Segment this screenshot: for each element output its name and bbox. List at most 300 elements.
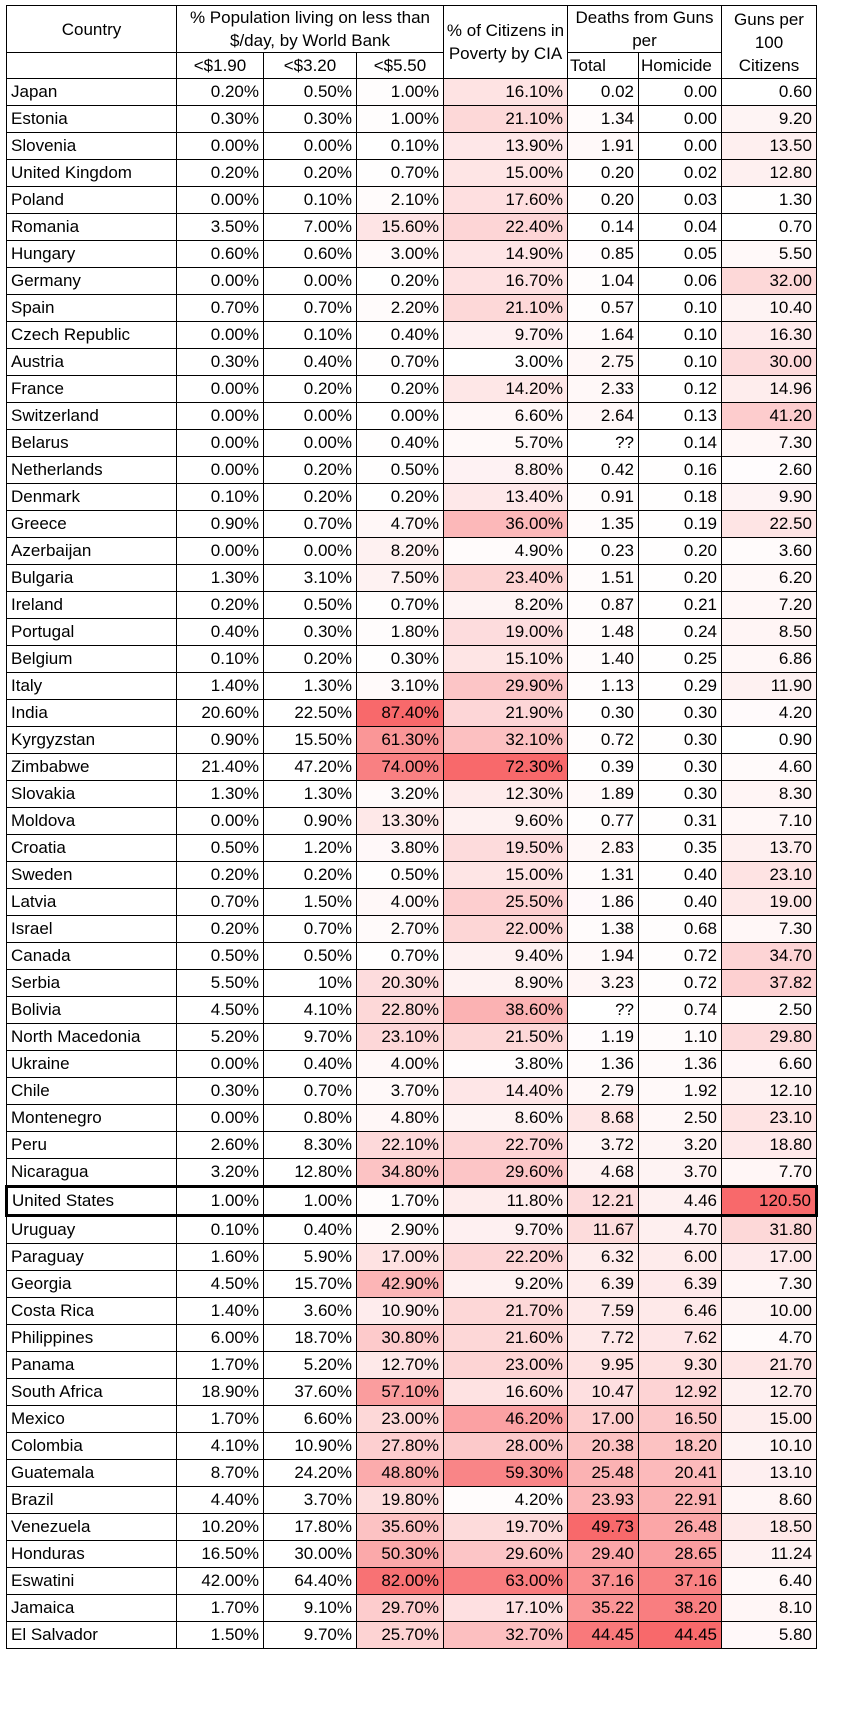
cell-deaths-total: 0.30 — [568, 700, 639, 727]
cell-guns-per-100: 30.00 — [722, 349, 817, 376]
table-row — [7, 268, 817, 295]
cell-wb-550: 1.80% — [357, 619, 444, 646]
cell-wb-190: 20.60% — [177, 700, 264, 727]
cell-cia-poverty: 46.20% — [444, 1406, 568, 1433]
cell-wb-550: 0.30% — [357, 646, 444, 673]
cell-wb-550: 0.70% — [357, 943, 444, 970]
cell-wb-320: 1.30% — [264, 673, 357, 700]
cell-country: Mexico — [7, 1406, 177, 1433]
table-row — [7, 1051, 817, 1078]
cell-wb-550: 8.20% — [357, 538, 444, 565]
cell-deaths-homicide: 0.13 — [639, 403, 722, 430]
cell-wb-190: 0.10% — [177, 646, 264, 673]
cell-cia-poverty: 17.10% — [444, 1595, 568, 1622]
cell-wb-550: 0.70% — [357, 160, 444, 187]
cell-cia-poverty: 9.70% — [444, 1216, 568, 1244]
table-row — [7, 1514, 817, 1541]
cell-cia-poverty: 3.00% — [444, 349, 568, 376]
cell-cia-poverty: 29.90% — [444, 673, 568, 700]
table-row — [7, 430, 817, 457]
cell-wb-320: 5.90% — [264, 1244, 357, 1271]
cell-wb-320: 8.30% — [264, 1132, 357, 1159]
cell-deaths-total: 1.19 — [568, 1024, 639, 1051]
cell-deaths-total: 1.40 — [568, 646, 639, 673]
table-row — [7, 1159, 817, 1187]
cell-guns-per-100: 31.80 — [722, 1216, 817, 1244]
cell-country: Philippines — [7, 1325, 177, 1352]
cell-country: Honduras — [7, 1541, 177, 1568]
cell-deaths-homicide: 0.68 — [639, 916, 722, 943]
table-row — [7, 160, 817, 187]
cell-wb-550: 27.80% — [357, 1433, 444, 1460]
cell-country: Netherlands — [7, 457, 177, 484]
cell-wb-190: 16.50% — [177, 1541, 264, 1568]
cell-country: Hungary — [7, 241, 177, 268]
cell-country: Bolivia — [7, 997, 177, 1024]
cell-wb-320: 6.60% — [264, 1406, 357, 1433]
cell-wb-320: 0.30% — [264, 106, 357, 133]
cell-wb-190: 0.50% — [177, 835, 264, 862]
cell-cia-poverty: 72.30% — [444, 754, 568, 781]
cell-wb-190: 0.20% — [177, 592, 264, 619]
cell-deaths-homicide: 0.30 — [639, 781, 722, 808]
cell-country: Estonia — [7, 106, 177, 133]
cell-deaths-homicide: 0.40 — [639, 862, 722, 889]
cell-wb-320: 0.50% — [264, 943, 357, 970]
cell-deaths-total: 0.14 — [568, 214, 639, 241]
cell-guns-per-100: 10.10 — [722, 1433, 817, 1460]
cell-country: Moldova — [7, 808, 177, 835]
table-row — [7, 727, 817, 754]
cell-guns-per-100: 29.80 — [722, 1024, 817, 1051]
cell-wb-190: 0.70% — [177, 295, 264, 322]
cell-deaths-homicide: 0.04 — [639, 214, 722, 241]
table-row — [7, 376, 817, 403]
cell-deaths-total: 3.72 — [568, 1132, 639, 1159]
cell-cia-poverty: 6.60% — [444, 403, 568, 430]
cell-country: Belgium — [7, 646, 177, 673]
subheader-deaths-total: Total — [568, 53, 639, 79]
cell-deaths-total: 9.95 — [568, 1352, 639, 1379]
cell-country: Kyrgyzstan — [7, 727, 177, 754]
cell-guns-per-100: 6.86 — [722, 646, 817, 673]
cell-country: Costa Rica — [7, 1298, 177, 1325]
cell-wb-190: 0.20% — [177, 916, 264, 943]
table-row — [7, 1433, 817, 1460]
cell-guns-per-100: 41.20 — [722, 403, 817, 430]
cell-guns-per-100: 5.80 — [722, 1622, 817, 1649]
cell-cia-poverty: 12.30% — [444, 781, 568, 808]
cell-guns-per-100: 7.10 — [722, 808, 817, 835]
table-row — [7, 349, 817, 376]
cell-guns-per-100: 4.60 — [722, 754, 817, 781]
cell-country: Uruguay — [7, 1216, 177, 1244]
cell-guns-per-100: 3.60 — [722, 538, 817, 565]
cell-wb-550: 4.00% — [357, 1051, 444, 1078]
cell-wb-320: 15.70% — [264, 1271, 357, 1298]
cell-wb-190: 42.00% — [177, 1568, 264, 1595]
cell-wb-550: 0.20% — [357, 376, 444, 403]
table-row — [7, 1568, 817, 1595]
cell-country: India — [7, 700, 177, 727]
cell-wb-190: 4.40% — [177, 1487, 264, 1514]
cell-country: Colombia — [7, 1433, 177, 1460]
cell-cia-poverty: 63.00% — [444, 1568, 568, 1595]
cell-deaths-homicide: 0.20 — [639, 565, 722, 592]
cell-cia-poverty: 19.50% — [444, 835, 568, 862]
cell-cia-poverty: 36.00% — [444, 511, 568, 538]
cell-cia-poverty: 29.60% — [444, 1541, 568, 1568]
cell-guns-per-100: 4.70 — [722, 1325, 817, 1352]
cell-wb-190: 4.50% — [177, 997, 264, 1024]
cell-wb-320: 0.70% — [264, 511, 357, 538]
cell-deaths-total: 2.75 — [568, 349, 639, 376]
cell-wb-190: 0.30% — [177, 349, 264, 376]
cell-wb-320: 0.70% — [264, 295, 357, 322]
cell-cia-poverty: 3.80% — [444, 1051, 568, 1078]
cell-guns-per-100: 19.00 — [722, 889, 817, 916]
cell-wb-190: 0.00% — [177, 403, 264, 430]
cell-deaths-homicide: 22.91 — [639, 1487, 722, 1514]
table-row — [7, 1541, 817, 1568]
cell-deaths-homicide: 12.92 — [639, 1379, 722, 1406]
cell-guns-per-100: 7.30 — [722, 916, 817, 943]
cell-wb-320: 4.10% — [264, 997, 357, 1024]
cell-wb-190: 0.10% — [177, 1216, 264, 1244]
cell-guns-per-100: 10.00 — [722, 1298, 817, 1325]
cell-wb-190: 8.70% — [177, 1460, 264, 1487]
header-deaths: Deaths from Guns per — [568, 6, 722, 53]
cell-cia-poverty: 13.40% — [444, 484, 568, 511]
cell-wb-550: 42.90% — [357, 1271, 444, 1298]
cell-wb-320: 0.20% — [264, 457, 357, 484]
cell-guns-per-100: 8.50 — [722, 619, 817, 646]
cell-wb-320: 10.90% — [264, 1433, 357, 1460]
cell-wb-320: 64.40% — [264, 1568, 357, 1595]
cell-wb-320: 24.20% — [264, 1460, 357, 1487]
table-row — [7, 1379, 817, 1406]
cell-cia-poverty: 13.90% — [444, 133, 568, 160]
header-guns: Guns per 100 Citizens — [722, 6, 817, 79]
cell-deaths-total: 49.73 — [568, 1514, 639, 1541]
cell-deaths-homicide: 28.65 — [639, 1541, 722, 1568]
cell-wb-550: 0.50% — [357, 862, 444, 889]
cell-deaths-total: 2.79 — [568, 1078, 639, 1105]
cell-guns-per-100: 34.70 — [722, 943, 817, 970]
cell-wb-320: 3.70% — [264, 1487, 357, 1514]
cell-cia-poverty: 8.60% — [444, 1105, 568, 1132]
cell-guns-per-100: 7.30 — [722, 1271, 817, 1298]
cell-country: Brazil — [7, 1487, 177, 1514]
cell-country: Japan — [7, 79, 177, 106]
cell-deaths-homicide: 0.72 — [639, 970, 722, 997]
cell-cia-poverty: 15.10% — [444, 646, 568, 673]
cell-wb-550: 0.50% — [357, 457, 444, 484]
header-cia: % of Citizens in Poverty by CIA — [444, 6, 568, 79]
cell-deaths-homicide: 3.70 — [639, 1159, 722, 1187]
cell-wb-190: 4.10% — [177, 1433, 264, 1460]
cell-wb-190: 0.20% — [177, 862, 264, 889]
cell-wb-320: 0.80% — [264, 1105, 357, 1132]
table-row — [7, 1244, 817, 1271]
table-row — [7, 862, 817, 889]
cell-wb-190: 1.40% — [177, 1298, 264, 1325]
cell-wb-190: 2.60% — [177, 1132, 264, 1159]
cell-deaths-homicide: 18.20 — [639, 1433, 722, 1460]
cell-cia-poverty: 22.20% — [444, 1244, 568, 1271]
cell-country: North Macedonia — [7, 1024, 177, 1051]
cell-deaths-homicide: 0.40 — [639, 889, 722, 916]
table-row — [7, 403, 817, 430]
cell-wb-550: 3.20% — [357, 781, 444, 808]
cell-country: Croatia — [7, 835, 177, 862]
cell-country: Romania — [7, 214, 177, 241]
cell-country: Georgia — [7, 1271, 177, 1298]
cell-guns-per-100: 6.60 — [722, 1051, 817, 1078]
cell-deaths-total: 1.31 — [568, 862, 639, 889]
cell-wb-320: 0.60% — [264, 241, 357, 268]
cell-country: Peru — [7, 1132, 177, 1159]
cell-wb-190: 0.50% — [177, 943, 264, 970]
cell-cia-poverty: 9.60% — [444, 808, 568, 835]
cell-wb-550: 2.20% — [357, 295, 444, 322]
table-row — [7, 1595, 817, 1622]
cell-deaths-homicide: 0.20 — [639, 538, 722, 565]
cell-deaths-homicide: 0.00 — [639, 133, 722, 160]
cell-guns-per-100: 9.20 — [722, 106, 817, 133]
cell-cia-poverty: 11.80% — [444, 1187, 568, 1216]
table-row — [7, 214, 817, 241]
cell-cia-poverty: 4.90% — [444, 538, 568, 565]
cell-wb-550: 15.60% — [357, 214, 444, 241]
cell-wb-190: 1.40% — [177, 673, 264, 700]
table-row — [7, 79, 817, 106]
cell-wb-190: 0.90% — [177, 727, 264, 754]
cell-wb-190: 0.00% — [177, 808, 264, 835]
cell-deaths-total: 1.38 — [568, 916, 639, 943]
cell-country: France — [7, 376, 177, 403]
cell-deaths-homicide: 0.30 — [639, 754, 722, 781]
cell-wb-320: 30.00% — [264, 1541, 357, 1568]
cell-wb-320: 0.20% — [264, 376, 357, 403]
cell-country: Canada — [7, 943, 177, 970]
cell-wb-550: 1.00% — [357, 79, 444, 106]
cell-guns-per-100: 1.30 — [722, 187, 817, 214]
cell-wb-320: 47.20% — [264, 754, 357, 781]
cell-deaths-total: 1.36 — [568, 1051, 639, 1078]
cell-guns-per-100: 10.40 — [722, 295, 817, 322]
cell-deaths-homicide: 0.00 — [639, 106, 722, 133]
cell-wb-320: 1.50% — [264, 889, 357, 916]
cell-country: Bulgaria — [7, 565, 177, 592]
cell-wb-550: 0.40% — [357, 322, 444, 349]
cell-guns-per-100: 7.30 — [722, 430, 817, 457]
cell-wb-190: 4.50% — [177, 1271, 264, 1298]
cell-wb-190: 0.00% — [177, 538, 264, 565]
cell-deaths-total: 6.39 — [568, 1271, 639, 1298]
cell-guns-per-100: 120.50 — [722, 1187, 817, 1216]
cell-guns-per-100: 7.20 — [722, 592, 817, 619]
table-row — [7, 619, 817, 646]
cell-wb-190: 0.30% — [177, 1078, 264, 1105]
header-country-spacer — [7, 53, 177, 79]
table-row — [7, 1024, 817, 1051]
cell-deaths-total: 0.23 — [568, 538, 639, 565]
cell-wb-320: 5.20% — [264, 1352, 357, 1379]
cell-deaths-total: 0.02 — [568, 79, 639, 106]
cell-cia-poverty: 21.50% — [444, 1024, 568, 1051]
cell-deaths-total: 0.72 — [568, 727, 639, 754]
cell-wb-190: 1.30% — [177, 565, 264, 592]
cell-deaths-homicide: 26.48 — [639, 1514, 722, 1541]
cell-wb-320: 0.00% — [264, 538, 357, 565]
cell-deaths-total: 0.20 — [568, 187, 639, 214]
cell-wb-550: 7.50% — [357, 565, 444, 592]
cell-guns-per-100: 12.70 — [722, 1379, 817, 1406]
cell-guns-per-100: 0.70 — [722, 214, 817, 241]
cell-deaths-total: 10.47 — [568, 1379, 639, 1406]
cell-cia-poverty: 22.40% — [444, 214, 568, 241]
table-body — [7, 79, 817, 1649]
table-row — [7, 1105, 817, 1132]
cell-cia-poverty: 22.70% — [444, 1132, 568, 1159]
cell-deaths-total: 0.57 — [568, 295, 639, 322]
cell-guns-per-100: 18.50 — [722, 1514, 817, 1541]
cell-cia-poverty: 21.70% — [444, 1298, 568, 1325]
cell-wb-320: 0.40% — [264, 1216, 357, 1244]
cell-deaths-total: 1.48 — [568, 619, 639, 646]
cell-guns-per-100: 8.60 — [722, 1487, 817, 1514]
cell-deaths-homicide: 38.20 — [639, 1595, 722, 1622]
cell-deaths-total: 3.23 — [568, 970, 639, 997]
cell-cia-poverty: 19.70% — [444, 1514, 568, 1541]
cell-guns-per-100: 5.50 — [722, 241, 817, 268]
cell-wb-320: 1.20% — [264, 835, 357, 862]
cell-deaths-total: 11.67 — [568, 1216, 639, 1244]
cell-country: Serbia — [7, 970, 177, 997]
cell-country: United Kingdom — [7, 160, 177, 187]
cell-wb-550: 1.70% — [357, 1187, 444, 1216]
cell-deaths-homicide: 0.00 — [639, 79, 722, 106]
cell-wb-190: 0.00% — [177, 430, 264, 457]
cell-wb-550: 4.00% — [357, 889, 444, 916]
cell-deaths-total: 0.87 — [568, 592, 639, 619]
cell-deaths-total: 6.32 — [568, 1244, 639, 1271]
table-row — [7, 1078, 817, 1105]
cell-guns-per-100: 32.00 — [722, 268, 817, 295]
cell-wb-550: 34.80% — [357, 1159, 444, 1187]
subheader-deaths-homicide: Homicide — [639, 53, 722, 79]
cell-wb-320: 3.60% — [264, 1298, 357, 1325]
cell-wb-320: 3.10% — [264, 565, 357, 592]
cell-wb-320: 9.70% — [264, 1024, 357, 1051]
cell-wb-320: 0.20% — [264, 484, 357, 511]
cell-wb-190: 0.40% — [177, 619, 264, 646]
cell-wb-190: 1.70% — [177, 1352, 264, 1379]
cell-cia-poverty: 59.30% — [444, 1460, 568, 1487]
cell-wb-320: 9.10% — [264, 1595, 357, 1622]
cell-wb-320: 0.00% — [264, 133, 357, 160]
table-row — [7, 1325, 817, 1352]
cell-cia-poverty: 19.00% — [444, 619, 568, 646]
cell-wb-190: 10.20% — [177, 1514, 264, 1541]
table-row — [7, 538, 817, 565]
cell-deaths-homicide: 0.72 — [639, 943, 722, 970]
cell-wb-320: 0.00% — [264, 268, 357, 295]
cell-deaths-homicide: 0.06 — [639, 268, 722, 295]
cell-wb-550: 2.10% — [357, 187, 444, 214]
cell-cia-poverty: 4.20% — [444, 1487, 568, 1514]
cell-deaths-total: 0.91 — [568, 484, 639, 511]
cell-deaths-total: 44.45 — [568, 1622, 639, 1649]
cell-wb-320: 0.90% — [264, 808, 357, 835]
cell-deaths-total: 8.68 — [568, 1105, 639, 1132]
cell-wb-550: 25.70% — [357, 1622, 444, 1649]
table-row — [7, 781, 817, 808]
cell-wb-320: 0.50% — [264, 79, 357, 106]
cell-wb-550: 0.00% — [357, 403, 444, 430]
cell-deaths-homicide: 4.70 — [639, 1216, 722, 1244]
cell-guns-per-100: 2.50 — [722, 997, 817, 1024]
cell-deaths-homicide: 37.16 — [639, 1568, 722, 1595]
cell-wb-320: 37.60% — [264, 1379, 357, 1406]
cell-country: Chile — [7, 1078, 177, 1105]
cell-wb-320: 18.70% — [264, 1325, 357, 1352]
cell-deaths-homicide: 16.50 — [639, 1406, 722, 1433]
cell-deaths-homicide: 0.18 — [639, 484, 722, 511]
table-row — [7, 484, 817, 511]
cell-wb-320: 1.30% — [264, 781, 357, 808]
cell-wb-190: 21.40% — [177, 754, 264, 781]
cell-country: Latvia — [7, 889, 177, 916]
cell-deaths-homicide: 0.16 — [639, 457, 722, 484]
subheader-wb-550: <$5.50 — [357, 53, 444, 79]
cell-deaths-total: 2.64 — [568, 403, 639, 430]
cell-wb-320: 0.50% — [264, 592, 357, 619]
cell-guns-per-100: 0.90 — [722, 727, 817, 754]
table-row — [7, 295, 817, 322]
cell-wb-550: 0.70% — [357, 592, 444, 619]
cell-deaths-homicide: 0.14 — [639, 430, 722, 457]
cell-deaths-homicide: 1.92 — [639, 1078, 722, 1105]
cell-country: Guatemala — [7, 1460, 177, 1487]
cell-wb-550: 0.70% — [357, 349, 444, 376]
cell-country: Denmark — [7, 484, 177, 511]
cell-country: Ireland — [7, 592, 177, 619]
cell-guns-per-100: 7.70 — [722, 1159, 817, 1187]
cell-country: Eswatini — [7, 1568, 177, 1595]
cell-wb-320: 0.10% — [264, 187, 357, 214]
cell-wb-320: 0.00% — [264, 403, 357, 430]
cell-wb-190: 0.60% — [177, 241, 264, 268]
cell-deaths-total: ?? — [568, 997, 639, 1024]
cell-deaths-homicide: 0.02 — [639, 160, 722, 187]
cell-deaths-homicide: 0.03 — [639, 187, 722, 214]
cell-cia-poverty: 25.50% — [444, 889, 568, 916]
cell-guns-per-100: 37.82 — [722, 970, 817, 997]
cell-wb-550: 35.60% — [357, 1514, 444, 1541]
cell-wb-190: 0.00% — [177, 268, 264, 295]
cell-deaths-total: 29.40 — [568, 1541, 639, 1568]
table-row — [7, 997, 817, 1024]
table-row — [7, 1187, 817, 1216]
cell-country: Jamaica — [7, 1595, 177, 1622]
cell-wb-320: 0.20% — [264, 160, 357, 187]
cell-wb-320: 0.00% — [264, 430, 357, 457]
cell-cia-poverty: 17.60% — [444, 187, 568, 214]
table-row — [7, 241, 817, 268]
cell-wb-550: 1.00% — [357, 106, 444, 133]
